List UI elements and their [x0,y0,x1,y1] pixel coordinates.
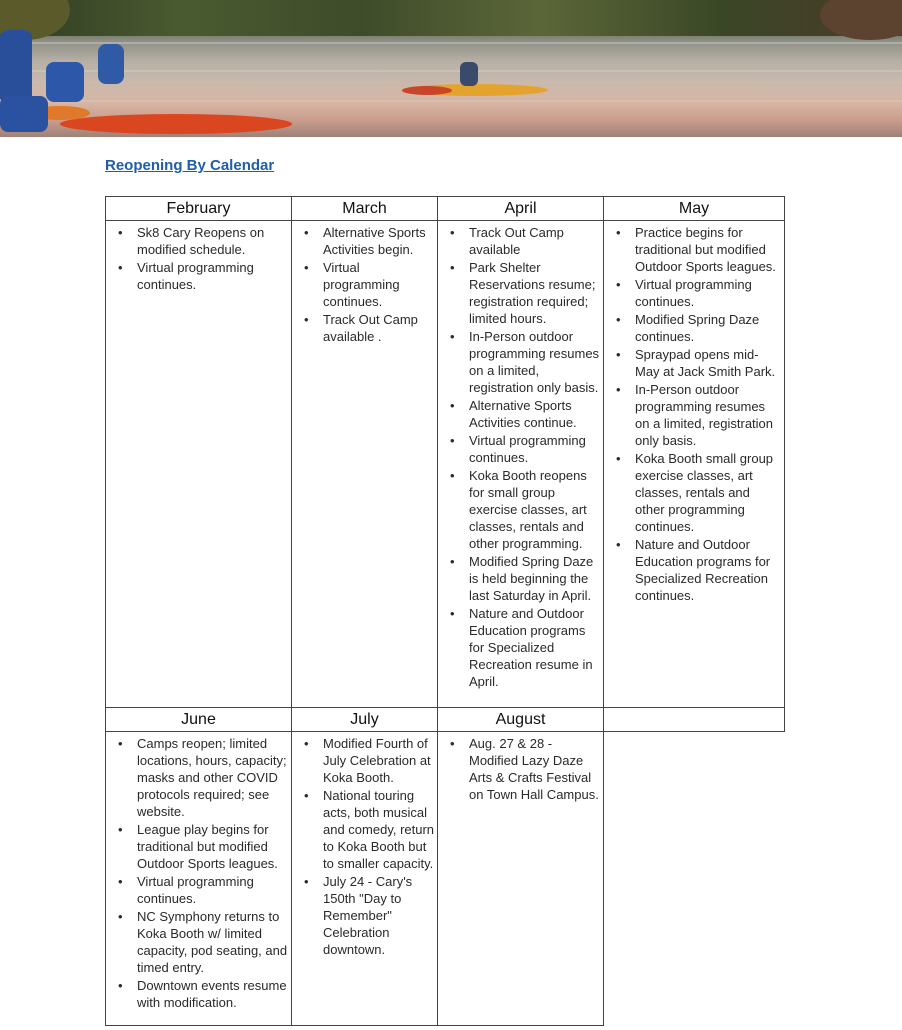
reopening-calendar-table [105,196,785,1026]
month-items [604,224,784,604]
month-header: June [106,708,292,732]
calendar-item: • Koka Booth small group exercise classes, art classes, rentals and other programming continues. [604,450,784,535]
calendar-item: • League play begins for traditional but modified Outdoor Sports leagues. [106,821,291,872]
month-header: March [292,197,438,221]
month-header: May [604,197,785,221]
month-cell [106,732,292,1026]
month-items [106,735,291,1011]
calendar-item: • Practice begins for traditional but modified Outdoor Sports leagues. [604,224,784,275]
month-content-row [106,221,785,708]
month-header-row [106,197,785,221]
calendar-item: • Nature and Outdoor Education programs for Specialized Recreation continues. [604,536,784,604]
month-header-empty [604,708,785,732]
calendar-item: • Virtual programming continues. [604,276,784,310]
calendar-item: • Track Out Camp available . [292,311,437,345]
calendar-item: • In-Person outdoor programming resumes on a limited, registration only basis. [604,381,784,449]
month-header: August [438,708,604,732]
kayak-left [60,114,292,134]
banner-photo [0,0,902,137]
calendar-item: • Modified Spring Daze is held beginning the last Saturday in April. [438,553,603,604]
month-cell [106,221,292,708]
month-content-row [106,732,785,1026]
calendar-item: • Virtual programming continues. [106,873,291,907]
month-items [292,735,437,958]
calendar-item: • Alternative Sports Activities continue. [438,397,603,431]
calendar-item: • Koka Booth reopens for small group exercise classes, art classes, rentals and other programming. [438,467,603,552]
month-header-row [106,708,785,732]
month-header: February [106,197,292,221]
calendar-item: • Track Out Camp available [438,224,603,258]
calendar-item: • Sk8 Cary Reopens on modified schedule. [106,224,291,258]
month-items [438,224,603,690]
month-items [106,224,291,293]
calendar-item: • Nature and Outdoor Education programs for Specialized Recreation resume in April. [438,605,603,690]
calendar-item: • July 24 - Cary's 150th "Day to Remember" Celebration downtown. [292,873,437,958]
month-cell [438,732,604,1026]
calendar-item: • Alternative Sports Activities begin. [292,224,437,258]
calendar-item: • Spraypad opens mid-May at Jack Smith Park. [604,346,784,380]
calendar-item: • Modified Fourth of July Celebration at Koka Booth. [292,735,437,786]
calendar-item: • Downtown events resume with modification. [106,977,291,1011]
calendar-item: • Camps reopen; limited locations, hours, capacity; masks and other COVID protocols required; see website. [106,735,291,820]
calendar-item: • Modified Spring Daze continues. [604,311,784,345]
calendar-item: • Virtual programming continues. [106,259,291,293]
calendar-item: • Virtual programming continues. [292,259,437,310]
month-header: April [438,197,604,221]
month-header: July [292,708,438,732]
month-cell [292,732,438,1026]
calendar-item: • In-Person outdoor programming resumes on a limited, registration only basis. [438,328,603,396]
treeline [0,0,902,36]
month-cell [604,221,785,708]
month-cell [292,221,438,708]
calendar-item: • Virtual programming continues. [438,432,603,466]
month-cell-empty [604,732,785,1026]
calendar-item: • National touring acts, both musical and comedy, return to Koka Booth but to smaller capacity. [292,787,437,872]
month-items [438,735,603,803]
calendar-item: • Park Shelter Reservations resume; registration required; limited hours. [438,259,603,327]
page-title[interactable]: Reopening By Calendar [105,157,275,174]
calendar-item: • NC Symphony returns to Koka Booth w/ limited capacity, pod seating, and timed entry. [106,908,291,976]
month-cell [438,221,604,708]
month-items [292,224,437,345]
calendar-item: • Aug. 27 & 28 - Modified Lazy Daze Arts & Crafts Festival on Town Hall Campus. [438,735,603,803]
